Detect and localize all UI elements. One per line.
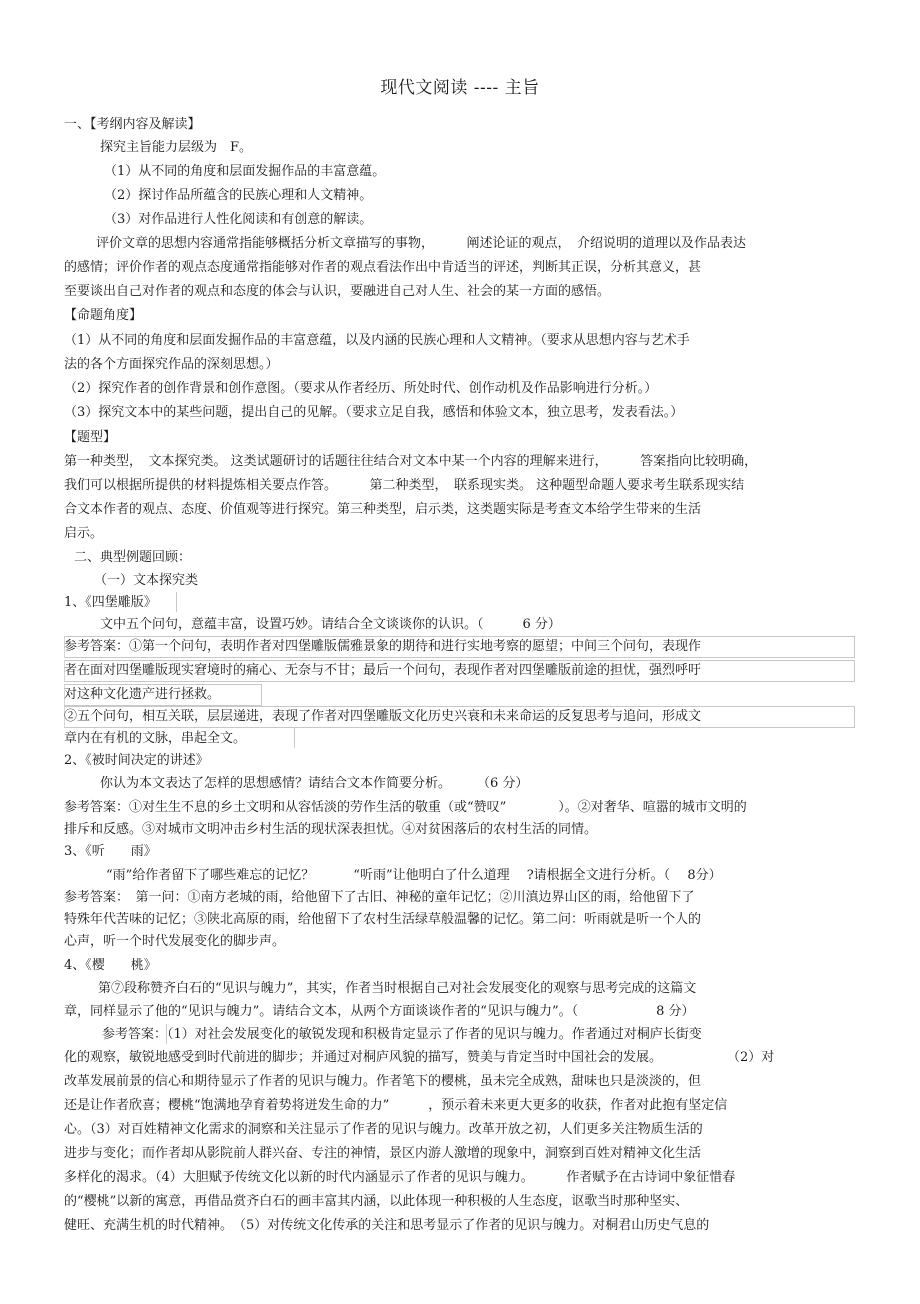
text-line: （3）对作品进行人性化阅读和有创意的解读。: [104, 212, 373, 227]
answer-line: 心声，听一个时代发展变化的脚步声。: [64, 934, 286, 949]
answer-line: 健旺、充满生机的时代精神。 （5）对传统文化传承的关注和思考显示了作者的见识与魄力。对桐君山历史气息的: [64, 1218, 710, 1233]
answer-line: 进步与变化；而作者却从影院前人群兴奋、专注的神情，景区内游人激增的现象中，洞察到百姓对精神文化生活: [64, 1146, 702, 1161]
text-line: （3）探究文本中的某些问题，提出自己的见解。（要求立足自我，感悟和体验文本，独立思考，发表看法。）: [64, 405, 684, 420]
answer-line: 心。（3）对百姓精神文化需求的洞察和关注显示了作者的见识与魄力。改革开放之初，人们更多关注物质生活的: [64, 1122, 703, 1137]
subsection-heading: （一）文本探究类: [94, 573, 199, 588]
item-title: 4、《樱 桃》: [64, 958, 157, 973]
text-line: （2）探讨作品所蕴含的民族心理和人文精神。: [104, 188, 373, 203]
text-line: 探究主旨能力层级为 F。: [100, 140, 253, 155]
question-line: 文中五个问句，意蕴丰富，设置巧妙。请结合全文谈谈你的认识。（ 6 分）: [100, 617, 561, 632]
paragraph-line: 我们可以根据所提供的材料提炼相关要点作答。 第二种类型， 联系现实类。 这种题型命题人要求考生联系现实结: [64, 478, 745, 493]
answer-line: 多样化的渴求。（4）大胆赋予传统文化以新的时代内涵显示了作者的见识与魄力。 作者赋予在古诗词中象征惜春: [64, 1170, 736, 1185]
question-line: “雨”给作者留下了哪些难忘的记忆？ “听雨”让他明白了什么道理 ?请根据全文进行分析。（ 8分）: [106, 868, 722, 883]
divider: [176, 592, 177, 612]
paragraph-line: 的感情；评价作者的观点态度通常指能够对作者的观点看法作出中肯适当的评述，判断其正误，分析其意义，甚: [64, 260, 702, 275]
page-title: 现代文阅读 ---- 主旨: [380, 78, 540, 98]
answer-line: 排斥和反感。③对城市文明冲击乡村生活的现状深表担忧。④对贫困落后的农村生活的同情。: [64, 822, 598, 837]
answer-line: 参考答案：（1）对社会发展变化的敏锐发现和积极肯定显示了作者的见识与魄力。作者通过对桐庐长街变: [102, 1027, 702, 1042]
answer-line: 特殊年代苦味的记忆；③陕北高原的雨，给他留下了农村生活绿草般温馨的记忆。第二问：听雨就是听一个人的: [64, 912, 702, 927]
paragraph-line: 合文本作者的观点、态度、价值观等进行探究。第三种类型，启示类，这类题实际是考查文本给学生带来的生活: [64, 502, 702, 517]
question-line: 你认为本文表达了怎样的思想感情？请结合文本作简要分析。 （6 分）: [100, 776, 529, 791]
question-line: 第⑦段称赞齐白石的“见识与魄力”，其实，作者当时根据自己对社会发展变化的观察与思考完成的这篇文: [98, 981, 697, 996]
text-line: （2）探究作者的创作背景和创作意图。（要求从作者经历、所处时代、创作动机及作品影响进行分析。）: [64, 381, 658, 396]
answer-line: 参考答案：①对生生不息的乡土文明和从容恬淡的劳作生活的敬重（或“赞叹” ）。②对奢华、喧嚣的城市文明的: [64, 800, 747, 815]
section-heading: 【命题角度】: [64, 308, 143, 323]
item-title: 2、《被时间决定的讲述》: [64, 753, 209, 768]
answer-line: 的“樱桃”以新的寓意，再借品赏齐白石的画丰富其内涵，以此体现一种积极的人生态度，讴歌当时那种坚实、: [64, 1194, 689, 1209]
paragraph-line: 评价文章的思想内容通常指能够概括分析文章描写的事物， 阐述论证的观点， 介绍说明的道理以及作品表达: [96, 236, 747, 251]
question-line: 章，同样显示了他的“见识与魄力”。请结合文本，从两个方面谈谈作者的“见识与魄力”。（ 8 分）: [64, 1004, 695, 1019]
text-line: （1）从不同的角度和层面发掘作品的丰富意蕴，以及内涵的民族心理和人文精神。（要求从思想内容与艺术手: [64, 333, 690, 348]
answer-line: ②五个问句，相互关联，层层递进，表现了作者对四堡雕版文化历史兴衰和未来命运的反复思考与追问，形成文: [64, 709, 702, 724]
answer-line: 参考答案： 第一问：①南方老城的雨，给他留下了古旧、神秘的童年记忆；②川滇边界山区的雨，给他留下了: [64, 890, 695, 905]
paragraph-line: 启示。: [64, 526, 104, 541]
answer-line: 化的观察，敏锐地感受到时代前进的脚步；并通过对桐庐风貌的描写，赞美与肯定当时中国社会的发展。 （2）对: [64, 1050, 775, 1065]
answer-line: 对这种文化遗产进行拯救。: [64, 687, 221, 702]
text-line: 法的各个方面探究作品的深刻思想。）: [64, 357, 279, 372]
divider: [294, 728, 295, 748]
section-heading: 【题型】: [64, 430, 117, 445]
section-heading: 一、【考纲内容及解读】: [64, 117, 201, 132]
answer-line: 者在面对四堡雕版现实窘境时的痛心、无奈与不甘；最后一个问句，表现作者对四堡雕版前途的担忧，强烈呼吁: [64, 663, 702, 678]
paragraph-line: 第一种类型， 文本探究类。 这类试题研讨的话题往往结合对文本中某一个内容的理解来进行， 答案指向比较明确，: [64, 454, 758, 469]
answer-line: 还是让作者欣喜；樱桃“饱满地孕育着势将迸发生命的力” ，预示着未来更大更多的收获，作者对此抱有坚定信: [64, 1098, 728, 1113]
item-title: 3、《听 雨》: [64, 844, 157, 859]
section-heading: 二、典型例题回顾：: [74, 550, 192, 565]
text-line: （1）从不同的角度和层面发掘作品的丰富意蕴。: [104, 164, 386, 179]
item-title: 1、《四堡雕版》: [64, 595, 157, 610]
answer-line: 章内在有机的文脉，串起全文。: [64, 731, 247, 746]
paragraph-line: 至要谈出自己对作者的观点和态度的体会与认识，要融进自己对人生、社会的某一方面的感悟。: [64, 284, 611, 299]
answer-line: 改革发展前景的信心和期待显示了作者的见识与魄力。作者笔下的樱桃，虽未完全成熟，甜味也只是淡淡的，但: [64, 1074, 702, 1089]
answer-line: 参考答案：①第一个问句，表明作者对四堡雕版儒雅景象的期待和进行实地考察的愿望；中间三个问句，表现作: [64, 639, 702, 654]
